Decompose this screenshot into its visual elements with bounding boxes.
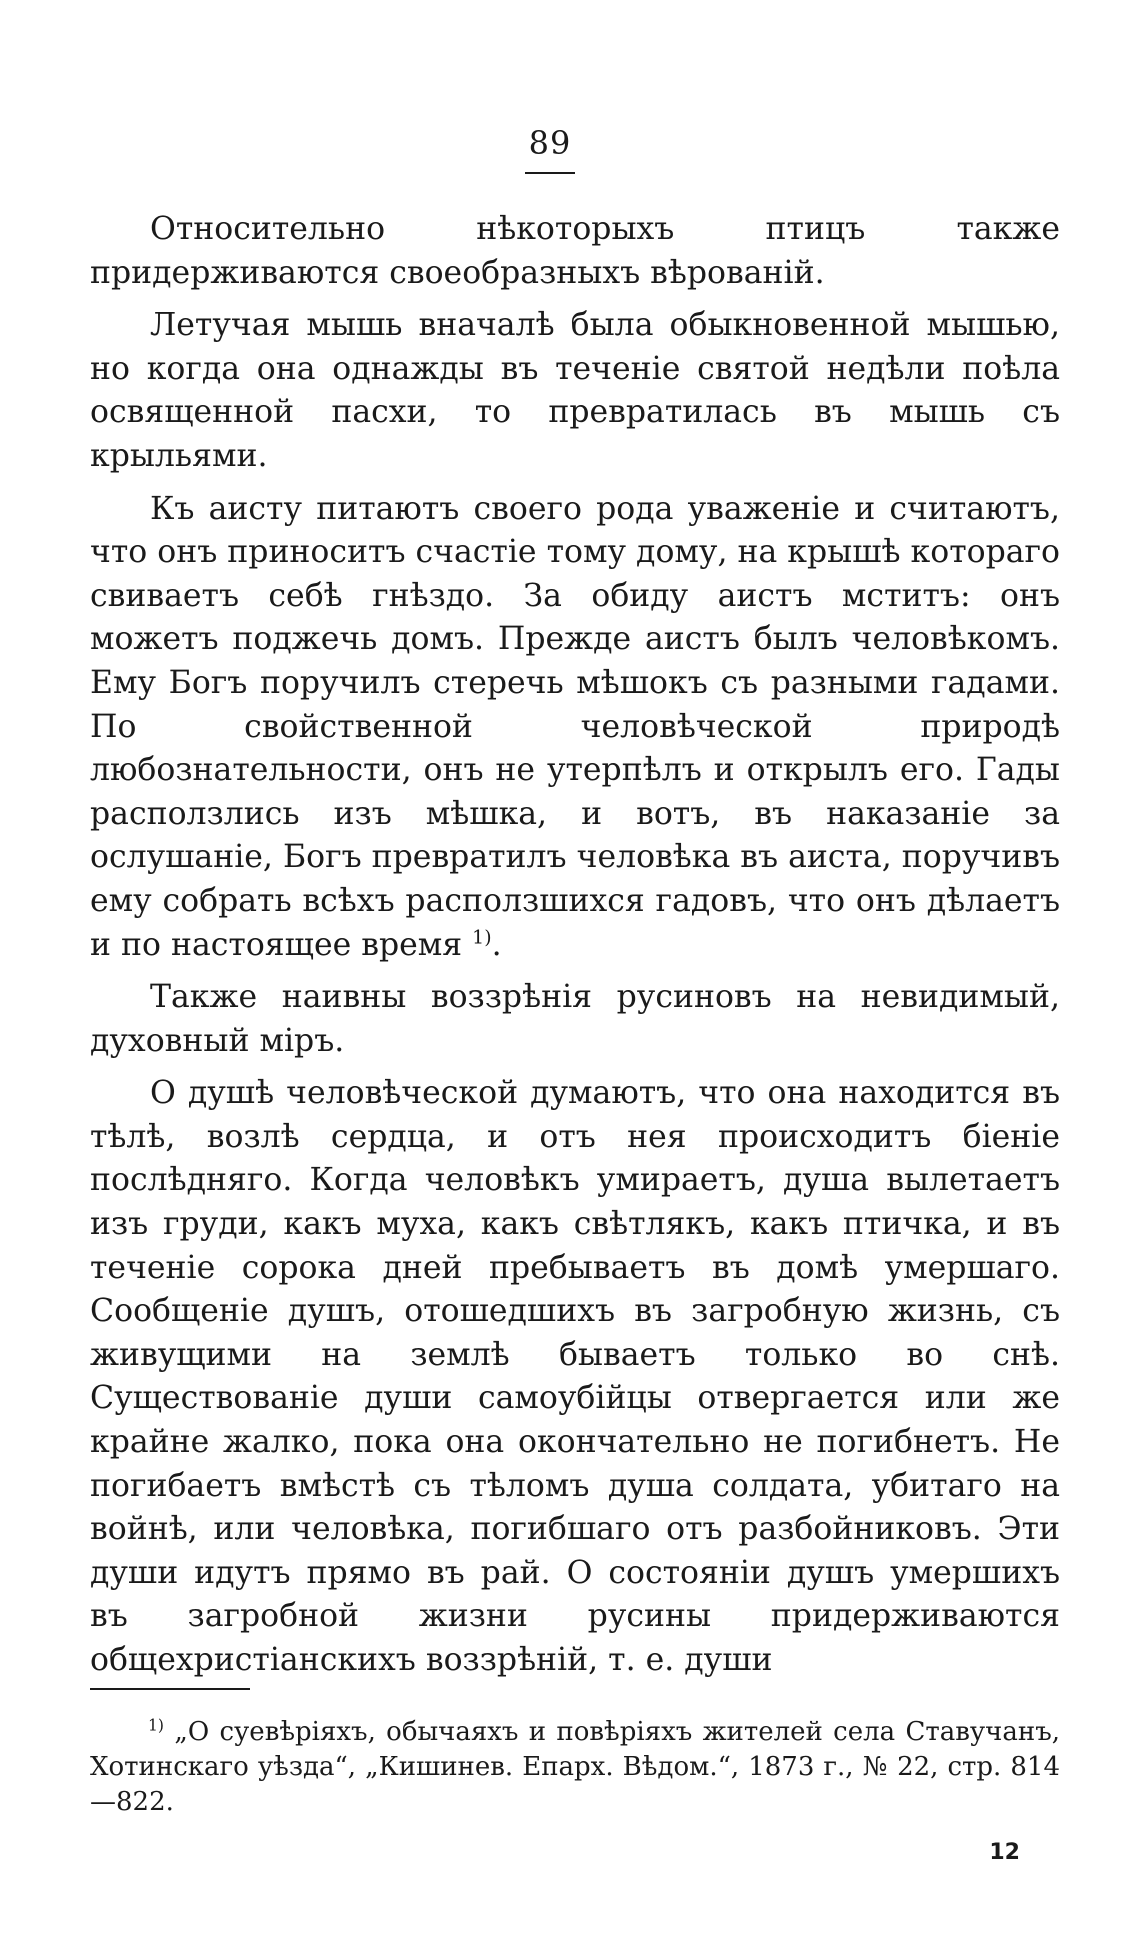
footnote-reference: 1) bbox=[472, 926, 492, 948]
footnote-marker: 1) bbox=[148, 1716, 165, 1735]
paragraph-stork-text: Къ аисту питаютъ своего рода уваженіе и считаютъ, что онъ приноситъ счастіе тому дому, на крышѣ котораго свиваетъ себѣ гнѣздо. За обиду аистъ мститъ: онъ можетъ поджечь домъ. Прежде аистъ былъ человѣкомъ. Ему Богъ поручилъ стеречь мѣшокъ съ разными гадами. По свойственной человѣческой природѣ любознательности, онъ не утерпѣлъ и открылъ его. Гады расползлись изъ мѣшка, и вотъ, въ наказаніе за ослушаніе, Богъ превратилъ человѣка въ аиста, поручивъ ему собрать всѣхъ расползшихся гадовъ, что онъ дѣлаетъ и по настоящее время bbox=[90, 490, 1060, 963]
signature-mark: 12 bbox=[989, 1840, 1020, 1865]
page-number: 89 bbox=[528, 124, 572, 162]
page-number-underline bbox=[525, 172, 575, 174]
body-text bbox=[90, 208, 1060, 1692]
paragraph-stork: Къ аисту питаютъ своего рода уваженіе и считаютъ, что онъ приноситъ счастіе тому дому, на крышѣ котораго свиваетъ себѣ гнѣздо. За обиду аистъ мститъ: онъ можетъ поджечь домъ. Прежде аистъ былъ человѣкомъ. Ему Богъ поручилъ стеречь мѣшокъ съ разными гадами. По свойственной человѣческой природѣ любознательности, онъ не утерпѣлъ и открылъ его. Гады расползлись изъ мѣшка, и вотъ, въ наказаніе за ослушаніе, Богъ превратилъ человѣка въ аиста, поручивъ ему собрать всѣхъ расползшихся гадовъ, что онъ дѣлаетъ и по настоящее время $^{1)}$. bbox=[90, 490, 1060, 963]
paragraph-spiritual-world: Также наивны воззрѣнія русиновъ на невидимый, духовный міръ. bbox=[90, 979, 1060, 1059]
paragraph-bat: Летучая мышь вначалѣ была обыкновенной мышью, но когда она однажды въ теченіе святой недѣли поѣла освященной пасхи, то превратилась въ мышь съ крыльями. bbox=[90, 307, 1060, 474]
footnote bbox=[90, 1715, 1060, 1820]
footnote-text: „О суевѣріяхъ, обычаяхъ и повѣріяхъ жителей села Ставучанъ, Хотинскаго уѣзда“, „Кишинев. Епарх. Вѣдом.“, 1873 г., № 22, стр. 814—822. bbox=[90, 1717, 1061, 1817]
footnote-paragraph bbox=[90, 1715, 1060, 1820]
paragraph-soul: О душѣ человѣческой думаютъ, что она находится въ тѣлѣ, возлѣ сердца, и отъ нея происходитъ біеніе послѣдняго. Когда человѣкъ умираетъ, душа вылетаетъ изъ груди, какъ муха, какъ свѣтлякъ, какъ птичка, и въ теченіе сорока дней пребываетъ въ домѣ умершаго. Сообщеніе душъ, отошедшихъ въ загробную жизнь, съ живущими на землѣ бываетъ только во снѣ. Существованіе души самоубійцы отвергается или же крайне жалко, пока она окончательно не погибнетъ. Не погибаетъ вмѣстѣ съ тѣломъ душа солдата, убитаго на войнѣ, или человѣка, погибшаго отъ разбойниковъ. Эти души идутъ прямо въ рай. О состояніи душъ умершихъ въ загробной жизни русины придерживаются общехристіанскихъ воззрѣній, т. е. души bbox=[90, 1075, 1060, 1678]
paragraph-birds-beliefs: Относительно нѣкоторыхъ птицъ также придерживаются своеобразныхъ вѣрованій. bbox=[90, 211, 1060, 291]
footnote-separator bbox=[90, 1688, 250, 1690]
